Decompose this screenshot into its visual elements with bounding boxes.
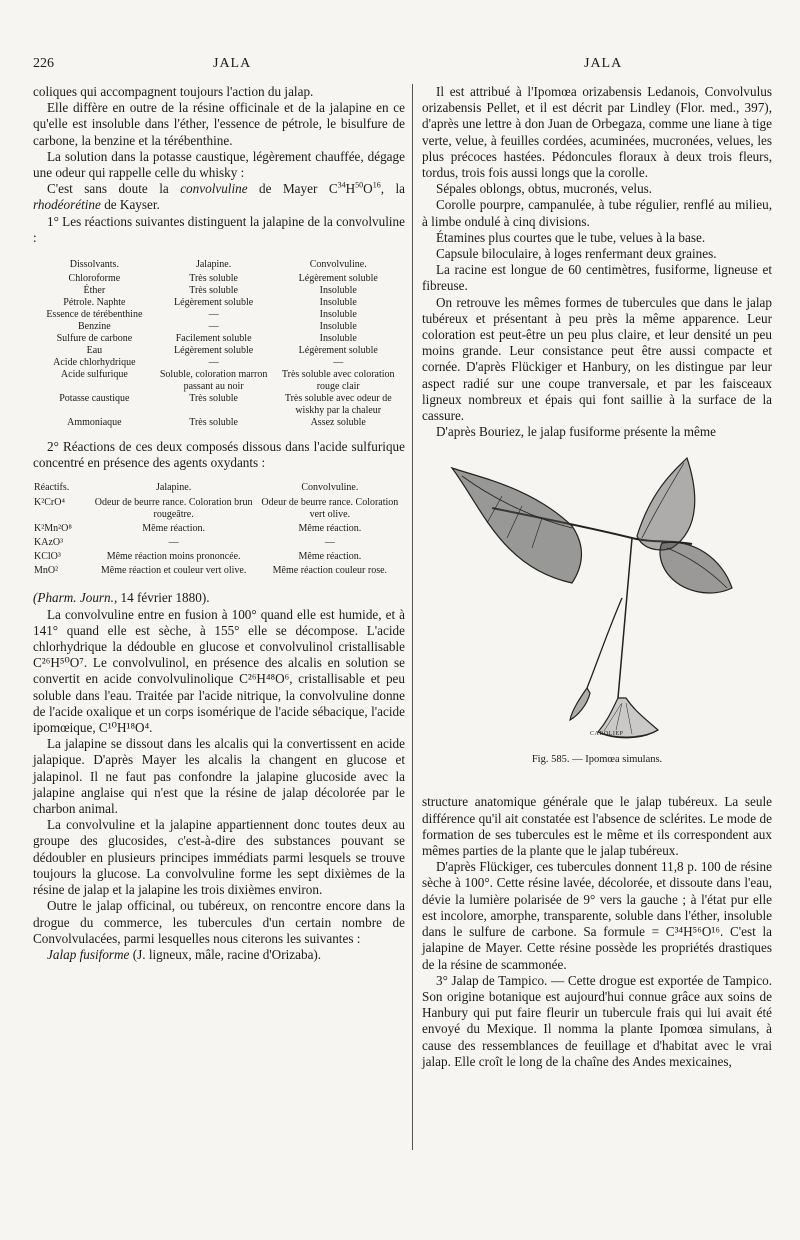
paragraph: Sépales oblongs, obtus, mucronés, velus. — [436, 181, 653, 197]
table-row: Eau Légèrement soluble Légèrement soluble — [86, 345, 378, 357]
paragraph: C'est sans doute la convolvuline de Mayer $C^{34}H^{50}O^{16}$, la rhodéorétine de Kayser. — [33, 180, 405, 213]
table-row: Benzine — Insoluble — [77, 321, 357, 333]
table-row: Acide chlorhydrique — — — [53, 357, 344, 369]
table-header: Dissolvants. — [69, 259, 119, 271]
table-row: Éther Très soluble Insoluble — [83, 285, 357, 297]
running-title-right: JALA — [584, 56, 623, 71]
running-header — [0, 56, 800, 76]
table-row: Chloroforme Très soluble Légèrement soluble — [68, 273, 378, 285]
table-row: Acide sulfurique Soluble, coloration marron passant au noir Très soluble avec coloration rouge clair — [60, 369, 395, 393]
table-row: Essence de térébenthine — Insoluble — [46, 309, 357, 321]
paragraph: 3° Jalap de Tampico. — Cette drogue est exportée de Tampico. Son origine botanique est aujourd'hui connue grâce aux soins de Hanbury qui put faire fleurir un tubercule frais qui lui avait été envoyé du Mexique. Il nomma la plante Ipomœa simulans, à cause des ressemblances de feuillage et d'habitat avec le vrai jalap. Elle croît le long de la chaîne des Andes mexicaines, — [422, 972, 772, 1069]
paragraph: 2° Réactions de ces deux composés dissous dans l'acide sulfurique concentré en présence des agents oxydants : — [33, 439, 405, 471]
ipomoea-illustration — [422, 448, 772, 748]
oxidant-table — [33, 481, 405, 578]
page-number: 226 — [33, 56, 54, 71]
paragraph: D'après Bouriez, le jalap fusiforme présente la même — [436, 424, 716, 440]
right-column — [422, 84, 772, 1070]
paragraph: coliques qui accompagnent toujours l'action du jalap. — [33, 84, 314, 99]
paragraph: Elle diffère en outre de la résine officinale et de la jalapine en ce qu'elle est insoluble dans l'éther, l'essence de pétrole, le bisulfure de carbone, la benzine et la térébenthine. — [33, 100, 405, 148]
reference-line: (Pharm. Journ., 14 février 1880). — [33, 590, 210, 606]
paragraph: D'après Flückiger, ces tubercules donnent 11,8 p. 100 de résine sèche à 100°. Cette résine lavée, décolorée, et dissoute dans l'eau, dévie la lumière polarisée de 9° vers la gauche ; à l'état pur elle est incolore, amorphe, transparente, soluble dans l'éther, insoluble dans le sulfure de carbone. Sa formule = C³⁴H⁵⁶O¹⁶. C'est la jalapine de Mayer. Cette résine possède les propriétés drastiques de la résine de scammonée. — [422, 859, 772, 972]
table-header: Convolvuline. — [301, 482, 359, 494]
paragraph: 1° Les réactions suivantes distinguent la jalapine de la convolvuline : — [33, 213, 405, 245]
table-row: KAzO³ — — — [34, 537, 335, 549]
table-header: Jalapine. — [195, 259, 232, 271]
paragraph: La racine est longue de 60 centimètres, fusiforme, ligneuse et fibreuse. — [422, 262, 772, 294]
paragraph: Outre le jalap officinal, ou tubéreux, on rencontre encore dans la drogue du commerce, les tubercules d'un certain nombre de Convolvulacées, parmi lesquelles nous citerons les suivantes : — [33, 898, 405, 946]
paragraph: On retrouve les mêmes formes de tubercules que dans le jalap tubéreux et présentant à peu près la même apparence. Leur coloration est peut-être un peu plus claire, et leur densité un peu moins grande. Leur consistance peut être aussi compacte et cornée. D'après Flückiger et Hanbury, on les distingue par leur aspect radié sur une coupe tranversale, et par les faisceaux ligneux nombreux et épais qui font saillie à la surface de la cassure. — [422, 294, 772, 424]
table-row: Pétrole. Naphte Légèrement soluble Insoluble — [63, 297, 357, 309]
table-row: K²Mn²O⁸ Même réaction. Même réaction. — [34, 523, 362, 535]
paragraph: La solution dans la potasse caustique, légèrement chauffée, dégage une odeur qui rappelle celle du whisky : — [33, 148, 405, 181]
paragraph: Étamines plus courtes que le tube, velues à la base. — [436, 229, 706, 245]
column-divider — [412, 84, 413, 1150]
table-header: Réactifs. — [34, 482, 70, 494]
engraver-signature: CAROLIEP — [590, 731, 624, 738]
figure-caption: Fig. 585. — Ipomœa simulans. — [531, 754, 663, 766]
paragraph: La convolvuline et la jalapine appartiennent donc toutes deux au groupe des glucosides, c'est-à-dire des substances pouvant se dédoubler en plusieurs principes immédiats parmi lesquels se trouve toujours la glucose. La convolvuline forme les sept dixièmes de la résine de jalap et la jalapine les trois dixièmes environ. — [33, 817, 405, 898]
table-row: MnO² Même réaction et couleur vert olive. Même réaction couleur rose. — [34, 565, 388, 577]
paragraph: Il est attribué à l'Ipomœa orizabensis Ledanois, Convolvulus orizabensis Pellet, et il est décrit par Lindley (Flor. med., 397), d'après une lettre à don Juan de Orbegaza, comme une liane à tige verte, velue, à feuilles cordées, acuminées, mucronées, velues, les plus précoces hastées. Pédoncules floraux à deux trois fleurs, tordus, trois fois aussi longs que la corolle. — [422, 84, 772, 181]
paragraph: La convolvuline entre en fusion à 100° quand elle est humide, et à 141° quand elle est sèche, à 155° elle se décompose. L'acide chlorhydrique la dédouble en glucose et convolvulinol cristallisable C²⁶H⁵⁰O⁷. Le convolvulinol, en présence des alcalis en solution se convertit en acide convolvulinolique C²⁶H⁴⁸O⁶, cristallisable et peu soluble dans l'eau. Traitée par l'acide nitrique, la convolvuline donne de l'acide oxalique et un corps isomérique de l'acide sébacique, l'acide ipomœique, C¹⁰H¹⁸O⁴. — [33, 606, 405, 736]
table-row: Potasse caustique Très soluble Très soluble avec odeur de wiskhy par la chaleur — [59, 393, 392, 417]
table-row: K²CrO⁴ Odeur de beurre rance. Coloration brun rougeâtre. Odeur de beurre rance. Coloration vert olive. — [34, 497, 399, 521]
figure-ipomoea-simulans — [422, 448, 772, 788]
table-header: Convolvuline. — [309, 259, 367, 271]
solubility-table — [33, 258, 405, 429]
paragraph: structure anatomique générale que le jalap tubéreux. La seule différence qu'il ait constatée est l'absence de sclérites. Le mode de formation de ses tubercules est le même et ils correspondent aux mêmes parties de la plante que le jalap tubéreux. — [422, 794, 772, 859]
table-row: Ammoniaque Très soluble Assez soluble — [67, 417, 366, 429]
left-column — [33, 84, 405, 963]
paragraph: Corolle pourpre, campanulée, à tube régulier, renflé au milieu, à limbe ondulé à cinq divisions. — [422, 197, 772, 229]
table-row: Sulfure de carbone Facilement soluble Insoluble — [56, 333, 357, 345]
table-row: KClO³ Même réaction moins prononcée. Même réaction. — [34, 551, 362, 563]
running-title-left: JALA — [213, 56, 252, 71]
table-header: Jalapine. — [155, 482, 192, 494]
paragraph: Capsule biloculaire, à loges renfermant deux graines. — [436, 246, 717, 262]
paragraph: Jalap fusiforme (J. ligneux, mâle, racine d'Orizaba). — [47, 946, 322, 962]
paragraph: La jalapine se dissout dans les alcalis qui la convertissent en acide jalapique. D'après Mayer les alcalis la changent en glucose et jalapinol. Il ne faut pas confondre la jalapine glucoside avec la jalapine anglaise qui n'est que la résine de jalap décolorée par le charbon animal. — [33, 736, 405, 817]
